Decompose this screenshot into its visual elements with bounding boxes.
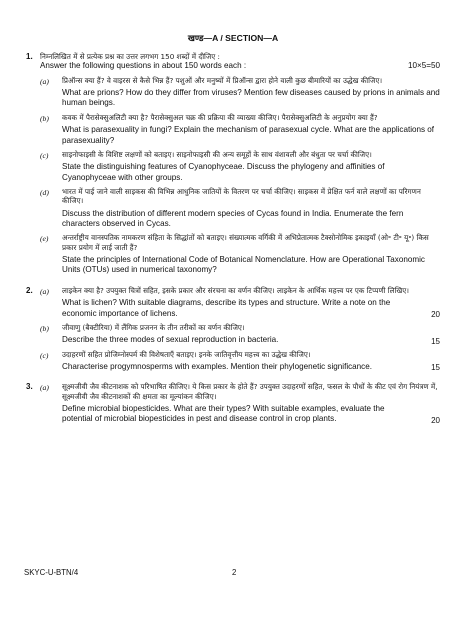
part-label: (e) — [40, 234, 49, 244]
instruction-hindi: निम्नलिखित में से प्रत्येक प्रश्न का उत्तर लगभग 150 शब्दों में दीजिए : — [40, 52, 220, 61]
part-text-english: Discuss the distribution of different modern species of Cycas found in India. Enumerate the fern characters observed in Cycas. — [62, 208, 404, 229]
question-1 — [26, 52, 440, 276]
part-text-hindi: जीवाणु (बैक्टीरिया) में लैंगिक प्रजनन के तीन तरीकों का वर्णन कीजिए। — [62, 322, 245, 332]
question-part — [40, 350, 440, 373]
part-label: (a) — [40, 76, 49, 86]
question-number: 2. — [26, 285, 33, 295]
part-text-english: What is parasexuality in fungi? Explain the mechanism of parasexual cycle. What are the applications of parasexuality? — [62, 125, 435, 145]
question-part — [40, 382, 440, 424]
page-number: 2 — [232, 568, 237, 577]
part-text-english: State the distinguishing features of Cyanophyceae. Discuss the phylogeny and affinities of Cyanophyceae with other groups. — [62, 162, 385, 182]
part-text-hindi: कवक में पैरासेक्सुअलिटी क्या है? पैरासेक्सुअल चक्र की प्रक्रिया की व्याख्या कीजिए। पैरासेक्सुअलिटी के अनुप्रयोग क्या हैं? — [62, 112, 378, 122]
part-label: (b) — [40, 323, 49, 333]
part-text-hindi: अन्तर्राष्ट्रीय वानस्पतिक नामकरण संहिता के सिद्धांतों को बताइए। संख्यात्मक वर्गिकी में अभिप्रेतात्मक टैक्सोनोमिक इकाइयाँ (ओ॰ टी॰ यू॰) किस प्रकार प्रयोग में लाई जाती हैं? — [62, 233, 429, 252]
question-part — [40, 286, 440, 319]
question-part — [40, 233, 440, 275]
question-marks: 10×5=50 — [408, 61, 440, 71]
part-text-english: What is lichen? With suitable diagrams, describe its types and structure. Write a note on the economic importance of lichens. — [62, 298, 391, 318]
part-text-hindi: सूक्ष्मजीवी जैव कीटनाशक को परिभाषित कीजिए। ये किस प्रकार के होते हैं? उपयुक्त उदाहरणों सहित, फसल के पौधों के कीट एवं रोग नियंत्रण में, सूक्ष्मजीवी जैव कीटनाशकों की क्षमता का मूल्यांकन कीजिए। — [62, 382, 438, 401]
question-part — [40, 76, 440, 109]
part-label: (a) — [40, 286, 49, 296]
part-text-hindi: उदाहरणों सहित प्रोजिम्नोस्पर्म की विशेषताएँ बताइए। इनके जातिवृत्तीय महत्त्व का उद्धेख कीजिए। — [62, 349, 311, 359]
part-text-english: Describe the three modes of sexual reproduction in bacteria. — [62, 335, 279, 345]
question-part — [40, 150, 440, 183]
part-text-hindi: लाइकेन क्या है? उपयुक्त चित्रों सहित, इसके प्रकार और संरचना का वर्णन कीजिए। लाइकेन के आर्थिक महत्त्व पर एक टिप्पणी लिखिए। — [62, 285, 409, 295]
part-text-english: Define microbial biopesticides. What are their types? With suitable examples, evaluate the potential of microbial biopesticides in pest and disease control in crop plants. — [62, 404, 385, 424]
part-text-hindi: भारत में पाई जाने वाली साइकस की विभिन्न आधुनिक जातियों के वितरण पर चर्चा कीजिए। साइकस में प्रेक्षित फर्न वाले लक्षणों का परिगणन कीजिए। — [62, 186, 421, 206]
part-label: (d) — [40, 187, 49, 197]
part-label: (a) — [40, 383, 49, 393]
section-title: खण्ड—A / SECTION—A — [187, 33, 279, 43]
part-marks: 20 — [431, 309, 440, 319]
part-text-english: What are prions? How do they differ from viruses? Mention few diseases caused by prions in animals and human beings. — [62, 88, 440, 108]
part-label: (c) — [40, 350, 49, 360]
question-part — [40, 187, 440, 229]
part-marks: 20 — [431, 415, 440, 425]
question-3 — [26, 382, 440, 424]
question-part — [40, 113, 440, 146]
question-number: 1. — [26, 52, 33, 61]
question-number: 3. — [26, 382, 33, 392]
part-text-hindi: साइनोफाइसी के विशिष्ट लक्षणों को बताइए। साइनोफाइसी की अन्य समूहों के साथ वंशावली और बंधुता पर चर्चा कीजिए। — [62, 149, 372, 159]
part-marks: 15 — [431, 363, 440, 373]
part-marks: 15 — [431, 336, 440, 346]
part-text-english: State the principles of International Code of Botanical Nomenclature. How are Operational Taxonomic Units (OTUs) used in numerical taxonomy? — [62, 255, 425, 275]
question-2 — [26, 286, 440, 373]
question-part — [40, 323, 440, 346]
part-text-hindi: प्रिऑन्स क्या हैं? वे वाइरस से कैसे भिन्न हैं? पशुओं और मनुष्यों में प्रिऑन्स द्वारा होने वाली कुछ बीमारियों का उद्धेख कीजिए। — [62, 75, 383, 85]
paper-code: SKYC-U-BTN/4 — [24, 568, 79, 577]
instruction-english: Answer the following questions in about 150 words each : — [40, 61, 247, 71]
part-label: (b) — [40, 113, 49, 123]
part-text-english: Characterise progymnosperms with examples. Mention their phylogenetic significance. — [62, 361, 372, 371]
part-label: (c) — [40, 150, 49, 160]
